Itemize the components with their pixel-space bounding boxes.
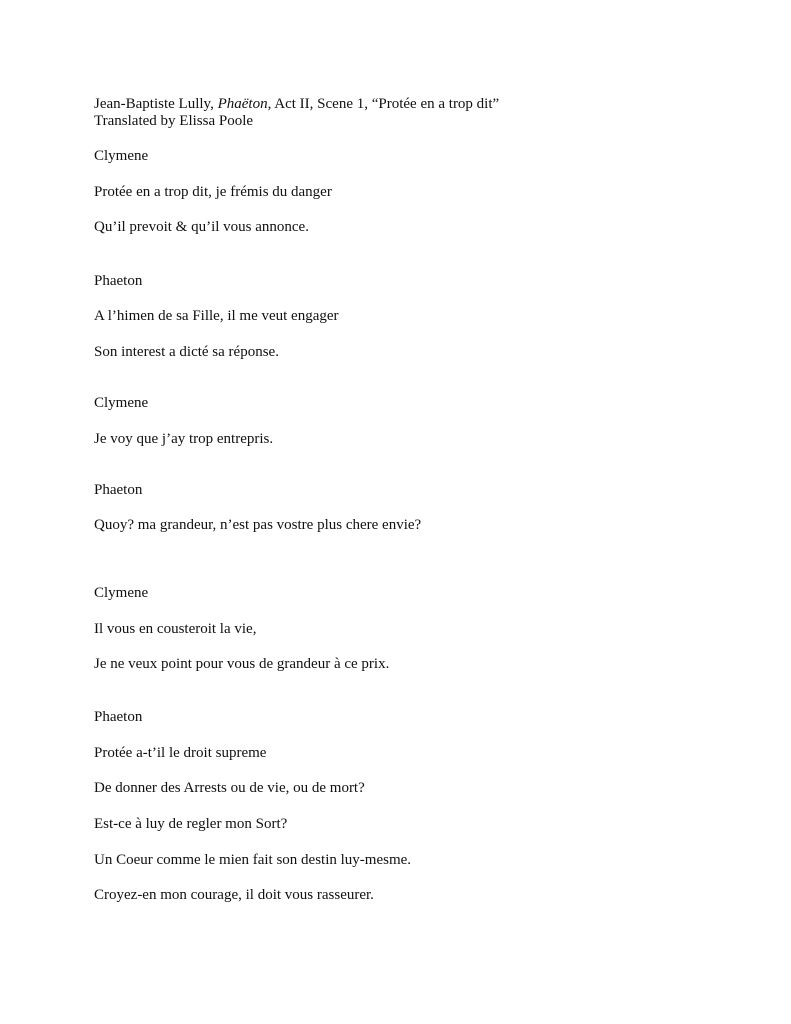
translator-line: Translated by Elissa Poole: [94, 113, 254, 129]
verse-line: De donner des Arrests ou de vie, ou de mort?: [94, 780, 365, 796]
verse-line: Qu’il prevoit & qu’il vous annonce.: [94, 219, 309, 235]
verse-line: Il vous en cousteroit la vie,: [94, 621, 257, 637]
speaker-name: Clymene: [94, 395, 149, 411]
verse-line: Un Coeur comme le mien fait son destin luy-mesme.: [94, 852, 412, 868]
work-title: Phaëton: [217, 96, 268, 112]
scene-text: , Act II, Scene 1, “Protée en a trop dit”: [267, 96, 500, 112]
speaker-name: Clymene: [94, 585, 149, 601]
speaker-name: Clymene: [94, 148, 149, 164]
composer-text: Jean-Baptiste Lully,: [94, 96, 218, 112]
speaker-name: Phaeton: [94, 482, 143, 498]
verse-line: Son interest a dicté sa réponse.: [94, 344, 279, 360]
verse-line: Protée a-t’il le droit supreme: [94, 745, 267, 761]
verse-line: Quoy? ma grandeur, n’est pas vostre plus chere envie?: [94, 517, 422, 533]
verse-line: Est-ce à luy de regler mon Sort?: [94, 816, 288, 832]
verse-line: Je ne veux point pour vous de grandeur à ce prix.: [94, 656, 390, 672]
title-line: [94, 95, 499, 113]
verse-line: Protée en a trop dit, je frémis du danger: [94, 184, 332, 200]
speaker-name: Phaeton: [94, 709, 143, 725]
verse-line: Croyez-en mon courage, il doit vous rasseurer.: [94, 887, 374, 903]
verse-line: Je voy que j’ay trop entrepris.: [94, 431, 274, 447]
speaker-name: Phaeton: [94, 273, 143, 289]
verse-line: A l’himen de sa Fille, il me veut engager: [94, 308, 339, 324]
